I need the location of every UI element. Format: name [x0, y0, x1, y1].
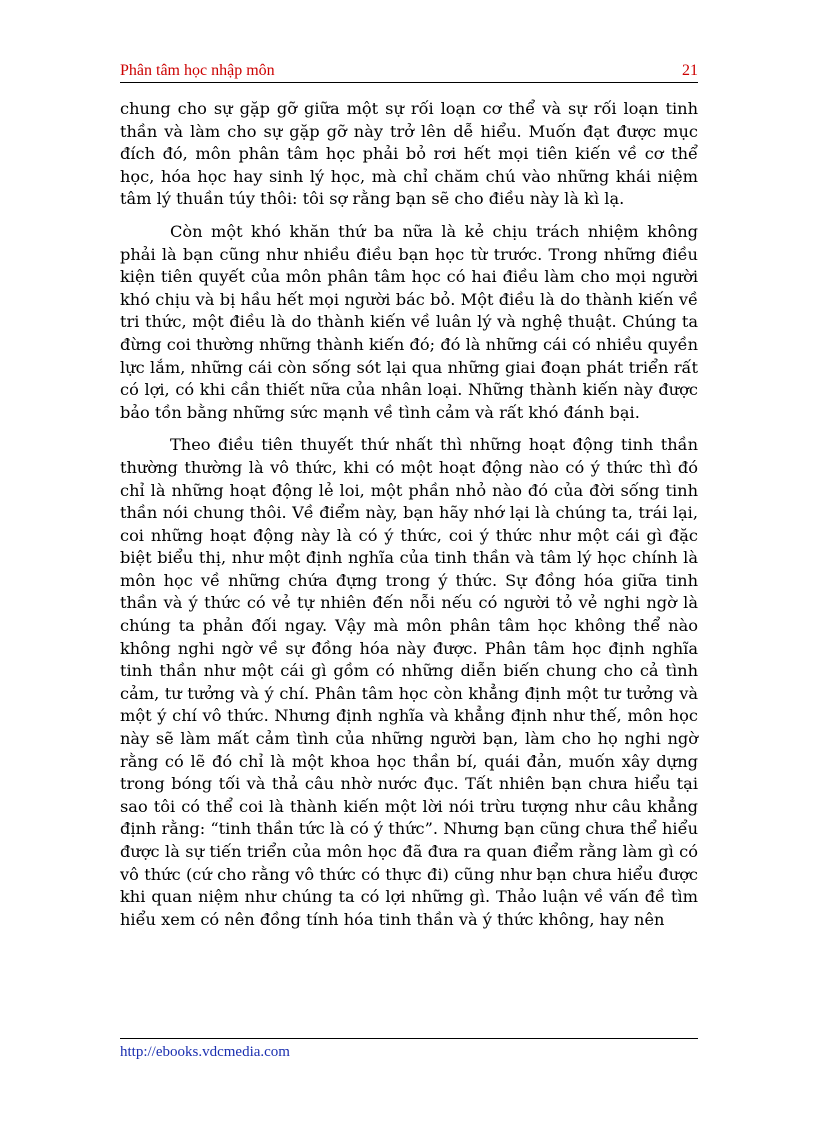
footer-url-link[interactable]: http://ebooks.vdcmedia.com: [120, 1044, 290, 1060]
paragraph: Theo điều tiên thuyết thứ nhất thì những hoạt động tinh thần thường thường là vô thức, khi có một hoạt động nào có ý thức thì đó chỉ là những hoạt động lẻ loi, một phần nhỏ nào đó của đời sống tinh thần nói chung thôi. Về điểm này, bạn hãy nhớ lại là chúng ta, trái lại, coi những hoạt động này là có ý thức, coi ý thức như một cái gì đặc biệt biểu thị, như một định nghĩa của tinh thần và tâm lý học chính là môn học về những chứa đựng trong ý thức. Sự đồng hóa giữa tinh thần và ý thức có vẻ tự nhiên đến nỗi nếu có người tỏ vẻ nghi ngờ là chúng ta phản đối ngay. Vậy mà môn phân tâm học không thể nào không nghi ngờ về sự đồng hóa này được. Phân tâm học định nghĩa tinh thần như một cái gì gồm có những diễn biến chung cho cả tình cảm, tư tưởng và ý chí. Phân tâm học còn khẳng định một tư tưởng và một ý chí vô thức. Nhưng định nghĩa và khẳng định như thế, môn học này sẽ làm mất cảm tình của những người bạn, làm cho họ nghi ngờ rằng có lẽ đó chỉ là một khoa học thần bí, quái đản, muốn xây dựng trong bóng tối và thả câu nhờ nước đục. Tất nhiên bạn chưa hiểu tại sao tôi có thể coi là thành kiến một lời nói trừu tượng như câu khẳng định rằng: “tinh thần tức là có ý thức”. Nhưng bạn cũng chưa thể hiểu được là sự tiến triển của môn học đã đưa ra quan điểm rằng làm gì có vô thức (cứ cho rằng vô thức có thực đi) cũng như bạn chưa hiểu được khi quan niệm như chúng ta có lợi những gì. Thảo luận về vấn đề tìm hiểu xem có nên đồng tính hóa tinh thần và ý thức không, hay nên: [120, 435, 698, 929]
running-header: [120, 58, 698, 83]
page-number: 21: [682, 62, 698, 79]
book-title: Phân tâm học nhập môn: [120, 62, 275, 79]
paragraph-continuation: chung cho sự gặp gỡ giữa một sự rối loạn cơ thể và sự rối loạn tinh thần và làm cho sự gặp gỡ này trở lên dễ hiểu. Muốn đạt được mục đích đó, môn phân tâm học phải bỏ rơi hết mọi tiên kiến về cơ thể học, hóa học hay sinh lý học, mà chỉ chăm chú vào những khái niệm tâm lý thuần túy thôi: tôi sợ rằng bạn sẽ cho điều này là kì lạ.: [120, 99, 698, 209]
body-text: [120, 98, 698, 941]
footer-divider: [120, 1038, 698, 1039]
paragraph: Còn một khó khăn thứ ba nữa là kẻ chịu trách nhiệm không phải là bạn cũng như nhiều điều bạn học từ trước. Trong những điều kiện tiên quyết của môn phân tâm học có hai điều làm cho mọi người khó chịu và bị hầu hết mọi người bác bỏ. Một điều là do thành kiến về tri thức, một điều là do thành kiến về luân lý và nghệ thuật. Chúng ta đừng coi thường những thành kiến đó; đó là những cái có nhiều quyền lực lắm, những cái còn sống sót lại qua những giai đoạn phát triển rất có lợi, có khi cần thiết nữa của nhân loại. Những thành kiến này được bảo tồn bằng những sức mạnh về tình cảm và rất khó đánh bại.: [120, 221, 698, 422]
